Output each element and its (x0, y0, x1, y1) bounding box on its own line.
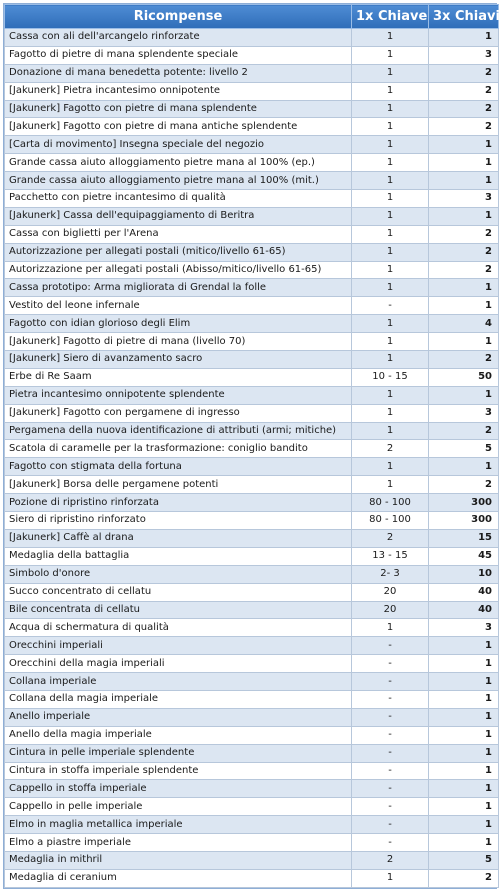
table-row (5, 708, 499, 726)
table-row (5, 690, 499, 708)
reward-name-cell: Pergamena della nuova identificazione di attributi (armi; mitiche) (5, 422, 352, 440)
reward-name-cell: Cintura in stoffa imperiale splendente (5, 762, 352, 780)
one-key-cell: 1 (352, 315, 429, 333)
reward-name-cell: [Jakunerk] Fagotto con pergamene di ingresso (5, 404, 352, 422)
one-key-cell: - (352, 637, 429, 655)
reward-name-cell: Collana imperiale (5, 673, 352, 691)
three-keys-cell: 1 (429, 798, 499, 816)
three-keys-cell: 50 (429, 368, 499, 386)
header-one-key: 1x Chiave (352, 5, 429, 29)
table-row (5, 404, 499, 422)
three-keys-cell: 2 (429, 118, 499, 136)
table-row (5, 333, 499, 351)
rewards-table (4, 4, 499, 888)
one-key-cell: 2- 3 (352, 565, 429, 583)
table-row (5, 494, 499, 512)
table-row (5, 118, 499, 136)
one-key-cell: 1 (352, 64, 429, 82)
reward-name-cell: [Jakunerk] Borsa delle pergamene potenti (5, 476, 352, 494)
table-row (5, 762, 499, 780)
three-keys-cell: 300 (429, 512, 499, 530)
three-keys-cell: 1 (429, 673, 499, 691)
one-key-cell: 1 (352, 458, 429, 476)
one-key-cell: 1 (352, 46, 429, 64)
reward-name-cell: Cappello in pelle imperiale (5, 798, 352, 816)
reward-name-cell: Vestito del leone infernale (5, 297, 352, 315)
table-row (5, 637, 499, 655)
one-key-cell: - (352, 762, 429, 780)
reward-name-cell: Cappello in stoffa imperiale (5, 780, 352, 798)
three-keys-cell: 15 (429, 529, 499, 547)
one-key-cell: 1 (352, 351, 429, 369)
table-row (5, 458, 499, 476)
table-row (5, 297, 499, 315)
one-key-cell: 1 (352, 190, 429, 208)
table-row (5, 512, 499, 530)
table-row (5, 368, 499, 386)
table-row (5, 851, 499, 869)
reward-name-cell: Fagotto con idian glorioso degli Elim (5, 315, 352, 333)
one-key-cell: - (352, 655, 429, 673)
table-row (5, 583, 499, 601)
reward-name-cell: Anello della magia imperiale (5, 726, 352, 744)
table-row (5, 529, 499, 547)
table-body (5, 29, 499, 888)
reward-name-cell: Elmo in maglia metallica imperiale (5, 816, 352, 834)
reward-name-cell: Collana della magia imperiale (5, 690, 352, 708)
table-row (5, 46, 499, 64)
one-key-cell: - (352, 780, 429, 798)
one-key-cell: 1 (352, 225, 429, 243)
three-keys-cell: 1 (429, 762, 499, 780)
three-keys-cell: 40 (429, 583, 499, 601)
one-key-cell: 1 (352, 29, 429, 47)
three-keys-cell: 2 (429, 64, 499, 82)
three-keys-cell: 2 (429, 422, 499, 440)
three-keys-cell: 10 (429, 565, 499, 583)
three-keys-cell: 1 (429, 386, 499, 404)
three-keys-cell: 3 (429, 619, 499, 637)
one-key-cell: 20 (352, 583, 429, 601)
three-keys-cell: 2 (429, 351, 499, 369)
one-key-cell: 1 (352, 82, 429, 100)
table-row (5, 816, 499, 834)
one-key-cell: 80 - 100 (352, 512, 429, 530)
three-keys-cell: 2 (429, 243, 499, 261)
one-key-cell: - (352, 673, 429, 691)
reward-name-cell: Fagotto con stigmata della fortuna (5, 458, 352, 476)
table-row (5, 100, 499, 118)
reward-name-cell: Bile concentrata di cellatu (5, 601, 352, 619)
reward-name-cell: Pozione di ripristino rinforzata (5, 494, 352, 512)
three-keys-cell: 4 (429, 315, 499, 333)
table-row (5, 243, 499, 261)
three-keys-cell: 1 (429, 708, 499, 726)
table-row (5, 136, 499, 154)
table-row (5, 834, 499, 852)
one-key-cell: - (352, 744, 429, 762)
one-key-cell: 80 - 100 (352, 494, 429, 512)
one-key-cell: 2 (352, 851, 429, 869)
rewards-table-container (3, 3, 500, 889)
three-keys-cell: 2 (429, 82, 499, 100)
three-keys-cell: 2 (429, 100, 499, 118)
table-row (5, 351, 499, 369)
three-keys-cell: 2 (429, 476, 499, 494)
three-keys-cell: 300 (429, 494, 499, 512)
three-keys-cell: 45 (429, 547, 499, 565)
three-keys-cell: 1 (429, 780, 499, 798)
one-key-cell: - (352, 816, 429, 834)
one-key-cell: 1 (352, 261, 429, 279)
reward-name-cell: Succo concentrato di cellatu (5, 583, 352, 601)
reward-name-cell: Scatola di caramelle per la trasformazione: coniglio bandito (5, 440, 352, 458)
three-keys-cell: 1 (429, 458, 499, 476)
table-row (5, 440, 499, 458)
table-row (5, 172, 499, 190)
three-keys-cell: 1 (429, 333, 499, 351)
three-keys-cell: 1 (429, 637, 499, 655)
three-keys-cell: 1 (429, 726, 499, 744)
three-keys-cell: 1 (429, 834, 499, 852)
table-row (5, 64, 499, 82)
three-keys-cell: 3 (429, 404, 499, 422)
one-key-cell: 1 (352, 386, 429, 404)
one-key-cell: 1 (352, 279, 429, 297)
three-keys-cell: 3 (429, 190, 499, 208)
reward-name-cell: Cassa prototipo: Arma migliorata di Grendal la folle (5, 279, 352, 297)
one-key-cell: 1 (352, 207, 429, 225)
one-key-cell: - (352, 690, 429, 708)
rewards-table-frame (3, 3, 500, 889)
one-key-cell: 1 (352, 869, 429, 887)
table-row (5, 279, 499, 297)
table-row (5, 619, 499, 637)
three-keys-cell: 1 (429, 297, 499, 315)
reward-name-cell: Pacchetto con pietre incantesimo di qualità (5, 190, 352, 208)
one-key-cell: 1 (352, 333, 429, 351)
one-key-cell: 1 (352, 100, 429, 118)
table-row (5, 315, 499, 333)
reward-name-cell: Cassa con biglietti per l'Arena (5, 225, 352, 243)
reward-name-cell: Simbolo d'onore (5, 565, 352, 583)
table-row (5, 261, 499, 279)
three-keys-cell: 1 (429, 655, 499, 673)
one-key-cell: 2 (352, 529, 429, 547)
one-key-cell: 1 (352, 154, 429, 172)
three-keys-cell: 1 (429, 744, 499, 762)
reward-name-cell: Cassa con ali dell'arcangelo rinforzate (5, 29, 352, 47)
reward-name-cell: Siero di ripristino rinforzato (5, 512, 352, 530)
reward-name-cell: Fagotto di pietre di mana splendente speciale (5, 46, 352, 64)
table-row (5, 422, 499, 440)
reward-name-cell: [Jakunerk] Pietra incantesimo onnipotente (5, 82, 352, 100)
reward-name-cell: Elmo a piastre imperiale (5, 834, 352, 852)
one-key-cell: 1 (352, 136, 429, 154)
table-row (5, 547, 499, 565)
reward-name-cell: Medaglia in mithril (5, 851, 352, 869)
one-key-cell: 1 (352, 476, 429, 494)
reward-name-cell: [Jakunerk] Caffè al drana (5, 529, 352, 547)
table-row (5, 207, 499, 225)
reward-name-cell: Orecchini della magia imperiali (5, 655, 352, 673)
table-row (5, 655, 499, 673)
three-keys-cell: 40 (429, 601, 499, 619)
three-keys-cell: 1 (429, 29, 499, 47)
three-keys-cell: 2 (429, 869, 499, 887)
table-row (5, 225, 499, 243)
one-key-cell: 13 - 15 (352, 547, 429, 565)
three-keys-cell: 1 (429, 136, 499, 154)
table-row (5, 476, 499, 494)
reward-name-cell: Medaglia della battaglia (5, 547, 352, 565)
table-row (5, 798, 499, 816)
one-key-cell: - (352, 297, 429, 315)
reward-name-cell: Medaglia di ceranium (5, 869, 352, 887)
reward-name-cell: Cintura in pelle imperiale splendente (5, 744, 352, 762)
reward-name-cell: [Jakunerk] Fagotto con pietre di mana splendente (5, 100, 352, 118)
reward-name-cell: Anello imperiale (5, 708, 352, 726)
three-keys-cell: 1 (429, 154, 499, 172)
reward-name-cell: Acqua di schermatura di qualità (5, 619, 352, 637)
reward-name-cell: [Carta di movimento] Insegna speciale del negozio (5, 136, 352, 154)
one-key-cell: 1 (352, 422, 429, 440)
table-row (5, 82, 499, 100)
three-keys-cell: 1 (429, 207, 499, 225)
table-row (5, 744, 499, 762)
reward-name-cell: Orecchini imperiali (5, 637, 352, 655)
table-row (5, 565, 499, 583)
three-keys-cell: 2 (429, 261, 499, 279)
reward-name-cell: Autorizzazione per allegati postali (mitico/livello 61-65) (5, 243, 352, 261)
one-key-cell: - (352, 726, 429, 744)
table-row (5, 726, 499, 744)
one-key-cell: 10 - 15 (352, 368, 429, 386)
reward-name-cell: Grande cassa aiuto alloggiamento pietre mana al 100% (mit.) (5, 172, 352, 190)
table-row (5, 869, 499, 887)
one-key-cell: 2 (352, 440, 429, 458)
three-keys-cell: 1 (429, 690, 499, 708)
table-row (5, 780, 499, 798)
one-key-cell: 20 (352, 601, 429, 619)
reward-name-cell: Autorizzazione per allegati postali (Abisso/mitico/livello 61-65) (5, 261, 352, 279)
reward-name-cell: Pietra incantesimo onnipotente splendente (5, 386, 352, 404)
table-row (5, 601, 499, 619)
one-key-cell: - (352, 708, 429, 726)
reward-name-cell: Grande cassa aiuto alloggiamento pietre mana al 100% (ep.) (5, 154, 352, 172)
three-keys-cell: 1 (429, 172, 499, 190)
header-three-keys: 3x Chiavi (429, 5, 499, 29)
reward-name-cell: [Jakunerk] Fagotto con pietre di mana antiche splendente (5, 118, 352, 136)
three-keys-cell: 1 (429, 279, 499, 297)
header-rewards: Ricompense (5, 5, 352, 29)
table-row (5, 190, 499, 208)
three-keys-cell: 2 (429, 225, 499, 243)
one-key-cell: - (352, 834, 429, 852)
one-key-cell: 1 (352, 404, 429, 422)
reward-name-cell: Erbe di Re Saam (5, 368, 352, 386)
three-keys-cell: 1 (429, 816, 499, 834)
table-header-row (5, 5, 499, 29)
reward-name-cell: [Jakunerk] Siero di avanzamento sacro (5, 351, 352, 369)
three-keys-cell: 5 (429, 851, 499, 869)
table-row (5, 29, 499, 47)
table-row (5, 386, 499, 404)
one-key-cell: 1 (352, 172, 429, 190)
table-row (5, 673, 499, 691)
one-key-cell: 1 (352, 243, 429, 261)
table-row (5, 154, 499, 172)
reward-name-cell: [Jakunerk] Fagotto di pietre di mana (livello 70) (5, 333, 352, 351)
three-keys-cell: 3 (429, 46, 499, 64)
reward-name-cell: Donazione di mana benedetta potente: livello 2 (5, 64, 352, 82)
one-key-cell: 1 (352, 118, 429, 136)
three-keys-cell: 5 (429, 440, 499, 458)
one-key-cell: 1 (352, 619, 429, 637)
reward-name-cell: [Jakunerk] Cassa dell'equipaggiamento di Beritra (5, 207, 352, 225)
one-key-cell: - (352, 798, 429, 816)
